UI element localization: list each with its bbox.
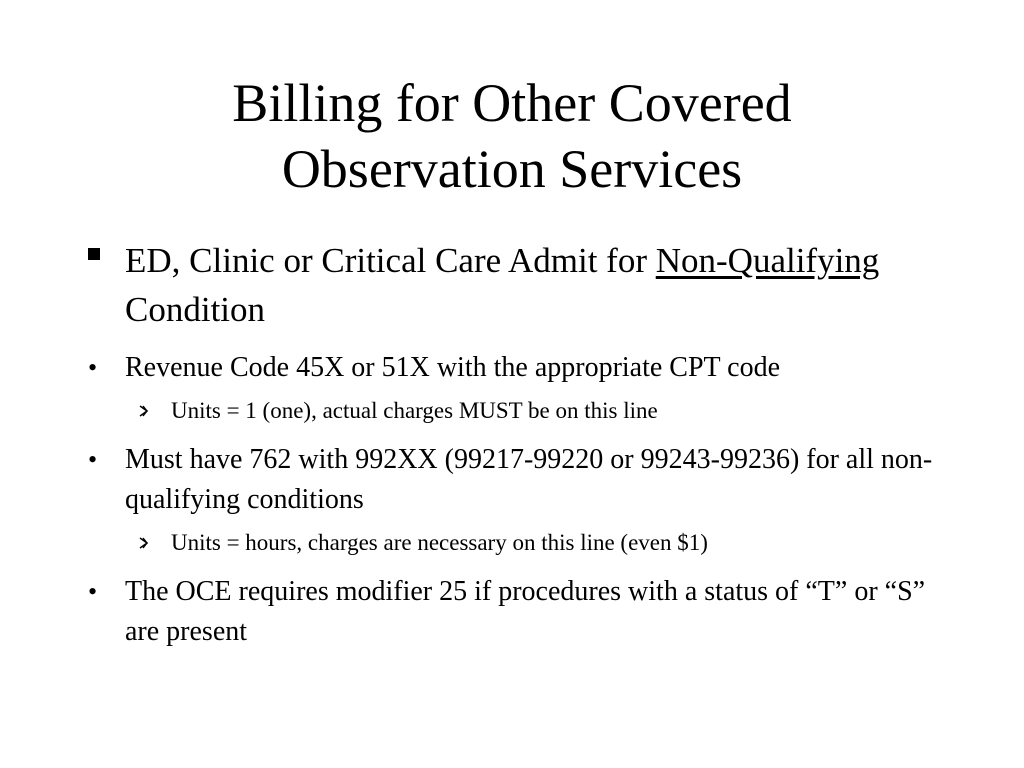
slide-title-line-1: Billing for Other Covered [232, 73, 792, 133]
round-bullet-icon: • [88, 577, 98, 606]
round-bullet-icon: • [88, 353, 98, 382]
bullet-item-oce-modifier [0, 572, 1024, 652]
sub-bullet-item-units-one [0, 394, 1024, 428]
arrowhead-bullet-icon [139, 537, 149, 549]
bullet-item-revenue-code [0, 348, 1024, 388]
bullet-text: Revenue Code 45X or 51X with the appropriate CPT code [125, 352, 781, 383]
bullet-text: Must have 762 with 992XX (99217-99220 or 99243-99236) for all non-qualifying conditions [125, 444, 933, 515]
sub-bullet-item-units-hours [0, 526, 1024, 560]
sub-bullet-text: Units = 1 (one), actual charges MUST be on this line [171, 398, 658, 423]
slide-title-line-2: Observation Services [281, 139, 743, 199]
round-bullet-icon: • [88, 445, 98, 474]
sub-bullet-text: Units = hours, charges are necessary on this line (even $1) [171, 530, 708, 555]
arrowhead-bullet-icon [139, 405, 149, 417]
square-bullet-icon [88, 248, 100, 260]
bullet-text-prefix: ED, Clinic or Critical Care Admit for [125, 241, 656, 280]
bullet-text-underlined: Non-Qualifying [655, 241, 880, 280]
bullet-text-suffix: Condition [125, 290, 266, 329]
bullet-item-ed-clinic-admit [0, 236, 1024, 334]
bullet-item-must-have-762 [0, 440, 1024, 520]
slide-title [0, 70, 1024, 202]
bullet-text: The OCE requires modifier 25 if procedures with a status of “T” or “S” are present [125, 576, 926, 647]
bullet-list [0, 236, 1024, 660]
